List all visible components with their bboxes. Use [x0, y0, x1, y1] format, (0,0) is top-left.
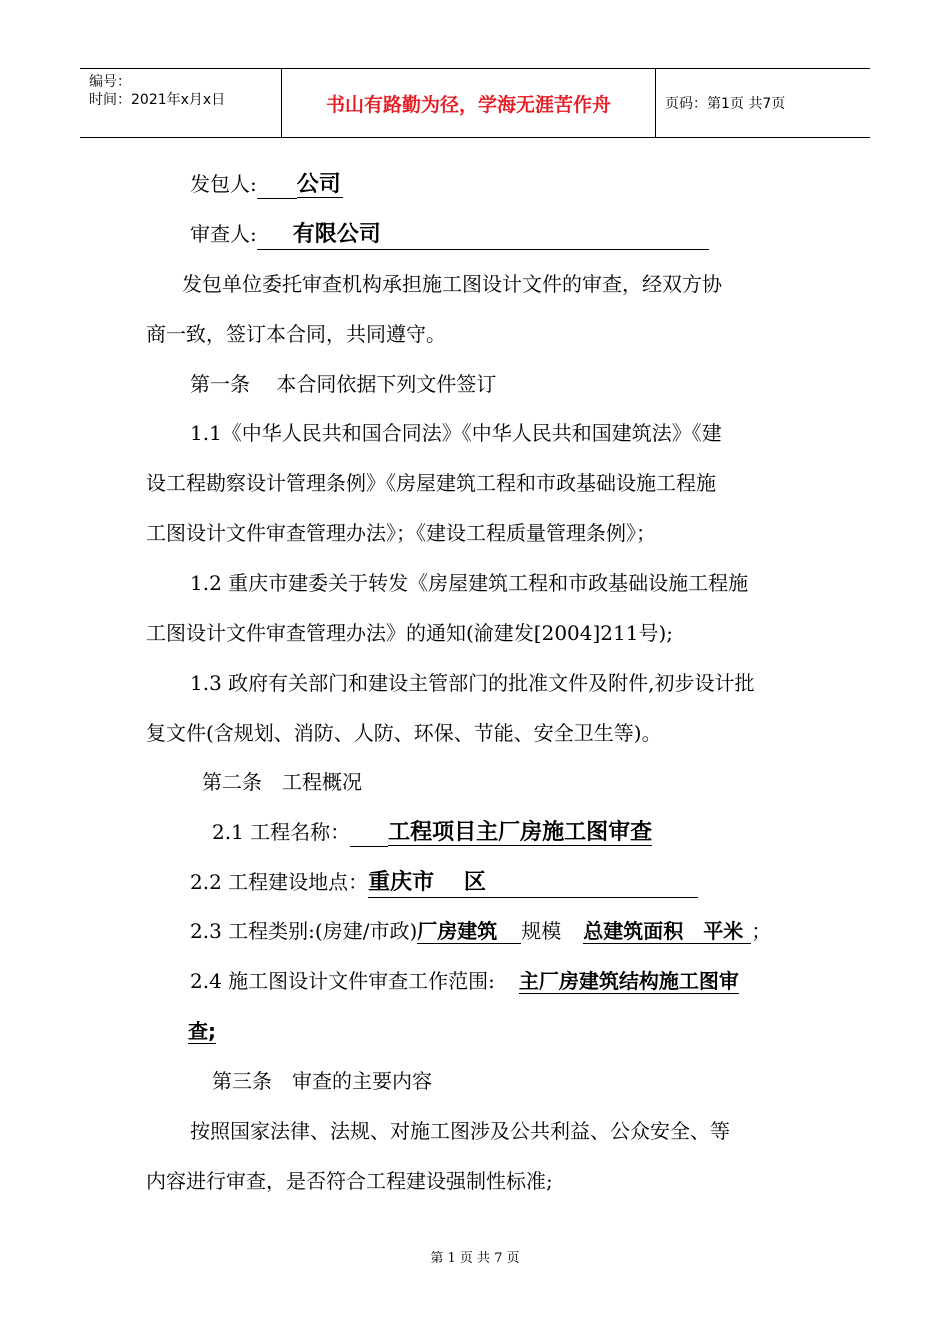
clause-1-1-line2: 设工程勘察设计管理条例》《房屋建筑工程和市政基础设施工程施 [146, 471, 716, 495]
reviewer-value: 有限公司 [293, 221, 709, 250]
underline-blank [257, 223, 293, 250]
underline-blank [350, 820, 388, 847]
underline-blank [257, 172, 297, 199]
clause-1-1-line1: 1.1《中华人民共和国合同法》《中华人民共和国建筑法》《建 [190, 421, 722, 445]
review-scope-value-cont: 查; [188, 1019, 216, 1043]
project-scale-label: 规模 [521, 919, 562, 943]
document-time: 时间：2021年x月x日 [89, 92, 226, 108]
project-name-value: 工程项目主厂房施工图审查 [388, 820, 653, 845]
reviewer-label: 审查人: [190, 222, 257, 246]
document-number: 编号： [89, 74, 131, 90]
clause-2-3-end: ； [751, 919, 772, 943]
contractor-label: 发包人: [190, 172, 257, 196]
intro-paragraph-line2: 商一致，签订本合同，共同遵守。 [146, 322, 446, 346]
header-table [80, 68, 870, 138]
intro-paragraph-line1: 发包单位委托审查机构承担施工图设计文件的审查，经双方协 [182, 272, 722, 296]
clause-1-2-line2: 工图设计文件审查管理办法》的通知(渝建发[2004]211号); [146, 621, 674, 645]
clause-2-4-line2 [188, 1017, 216, 1045]
header-info-cell [80, 69, 282, 137]
project-location-label: 2.2 工程建设地点： [190, 870, 369, 894]
review-scope-label: 2.4 施工图设计文件审查工作范围: [190, 969, 495, 993]
article-3-heading: 第三条 审查的主要内容 [212, 1069, 432, 1093]
clause-1-2-line1: 1.2 重庆市建委关于转发《房屋建筑工程和市政基础设施工程施 [190, 571, 749, 595]
clause-2-3 [190, 917, 771, 945]
clause-2-2 [190, 868, 698, 898]
project-category-label: 2.3 工程类别:(房建/市政) [190, 919, 418, 943]
clause-1-3-line1: 1.3 政府有关部门和建设主管部门的批准文件及附件,初步设计批 [190, 671, 755, 695]
clause-2-4-line1 [190, 967, 739, 995]
page-footer: 第 1 页 共 7 页 [430, 1251, 520, 1266]
project-location-value: 重庆市 区 [368, 869, 698, 898]
article-1-heading: 第一条 本合同依据下列文件签订 [190, 372, 497, 396]
header-motto: 书山有路勤为径，学海无涯苦作舟 [282, 69, 656, 137]
article-2-heading: 第二条 工程概况 [202, 770, 362, 794]
clause-2-1 [212, 818, 652, 847]
review-scope-value: 主厂房建筑结构施工图审 [518, 969, 739, 993]
contractor-line [190, 170, 343, 199]
project-category-value: 厂房建筑 [417, 919, 521, 944]
clause-1-1-line3: 工图设计文件审查管理办法》；《建设工程质量管理条例》； [146, 521, 656, 545]
project-name-label: 2.1 工程名称： [212, 820, 351, 844]
reviewer-line [190, 220, 709, 250]
header-page-number: 页码：第1页 共7页 [665, 96, 786, 112]
clause-1-3-line2: 复文件(含规划、消防、人防、环保、节能、安全卫生等)。 [146, 721, 662, 745]
contractor-value: 公司 [296, 172, 341, 197]
project-scale-value: 总建筑面积 平米 [583, 919, 751, 944]
article-3-paragraph-line2: 内容进行审查，是否符合工程建设强制性标准; [146, 1169, 553, 1193]
article-3-paragraph-line1: 按照国家法律、法规、对施工图涉及公共利益、公众安全、等 [190, 1119, 730, 1143]
